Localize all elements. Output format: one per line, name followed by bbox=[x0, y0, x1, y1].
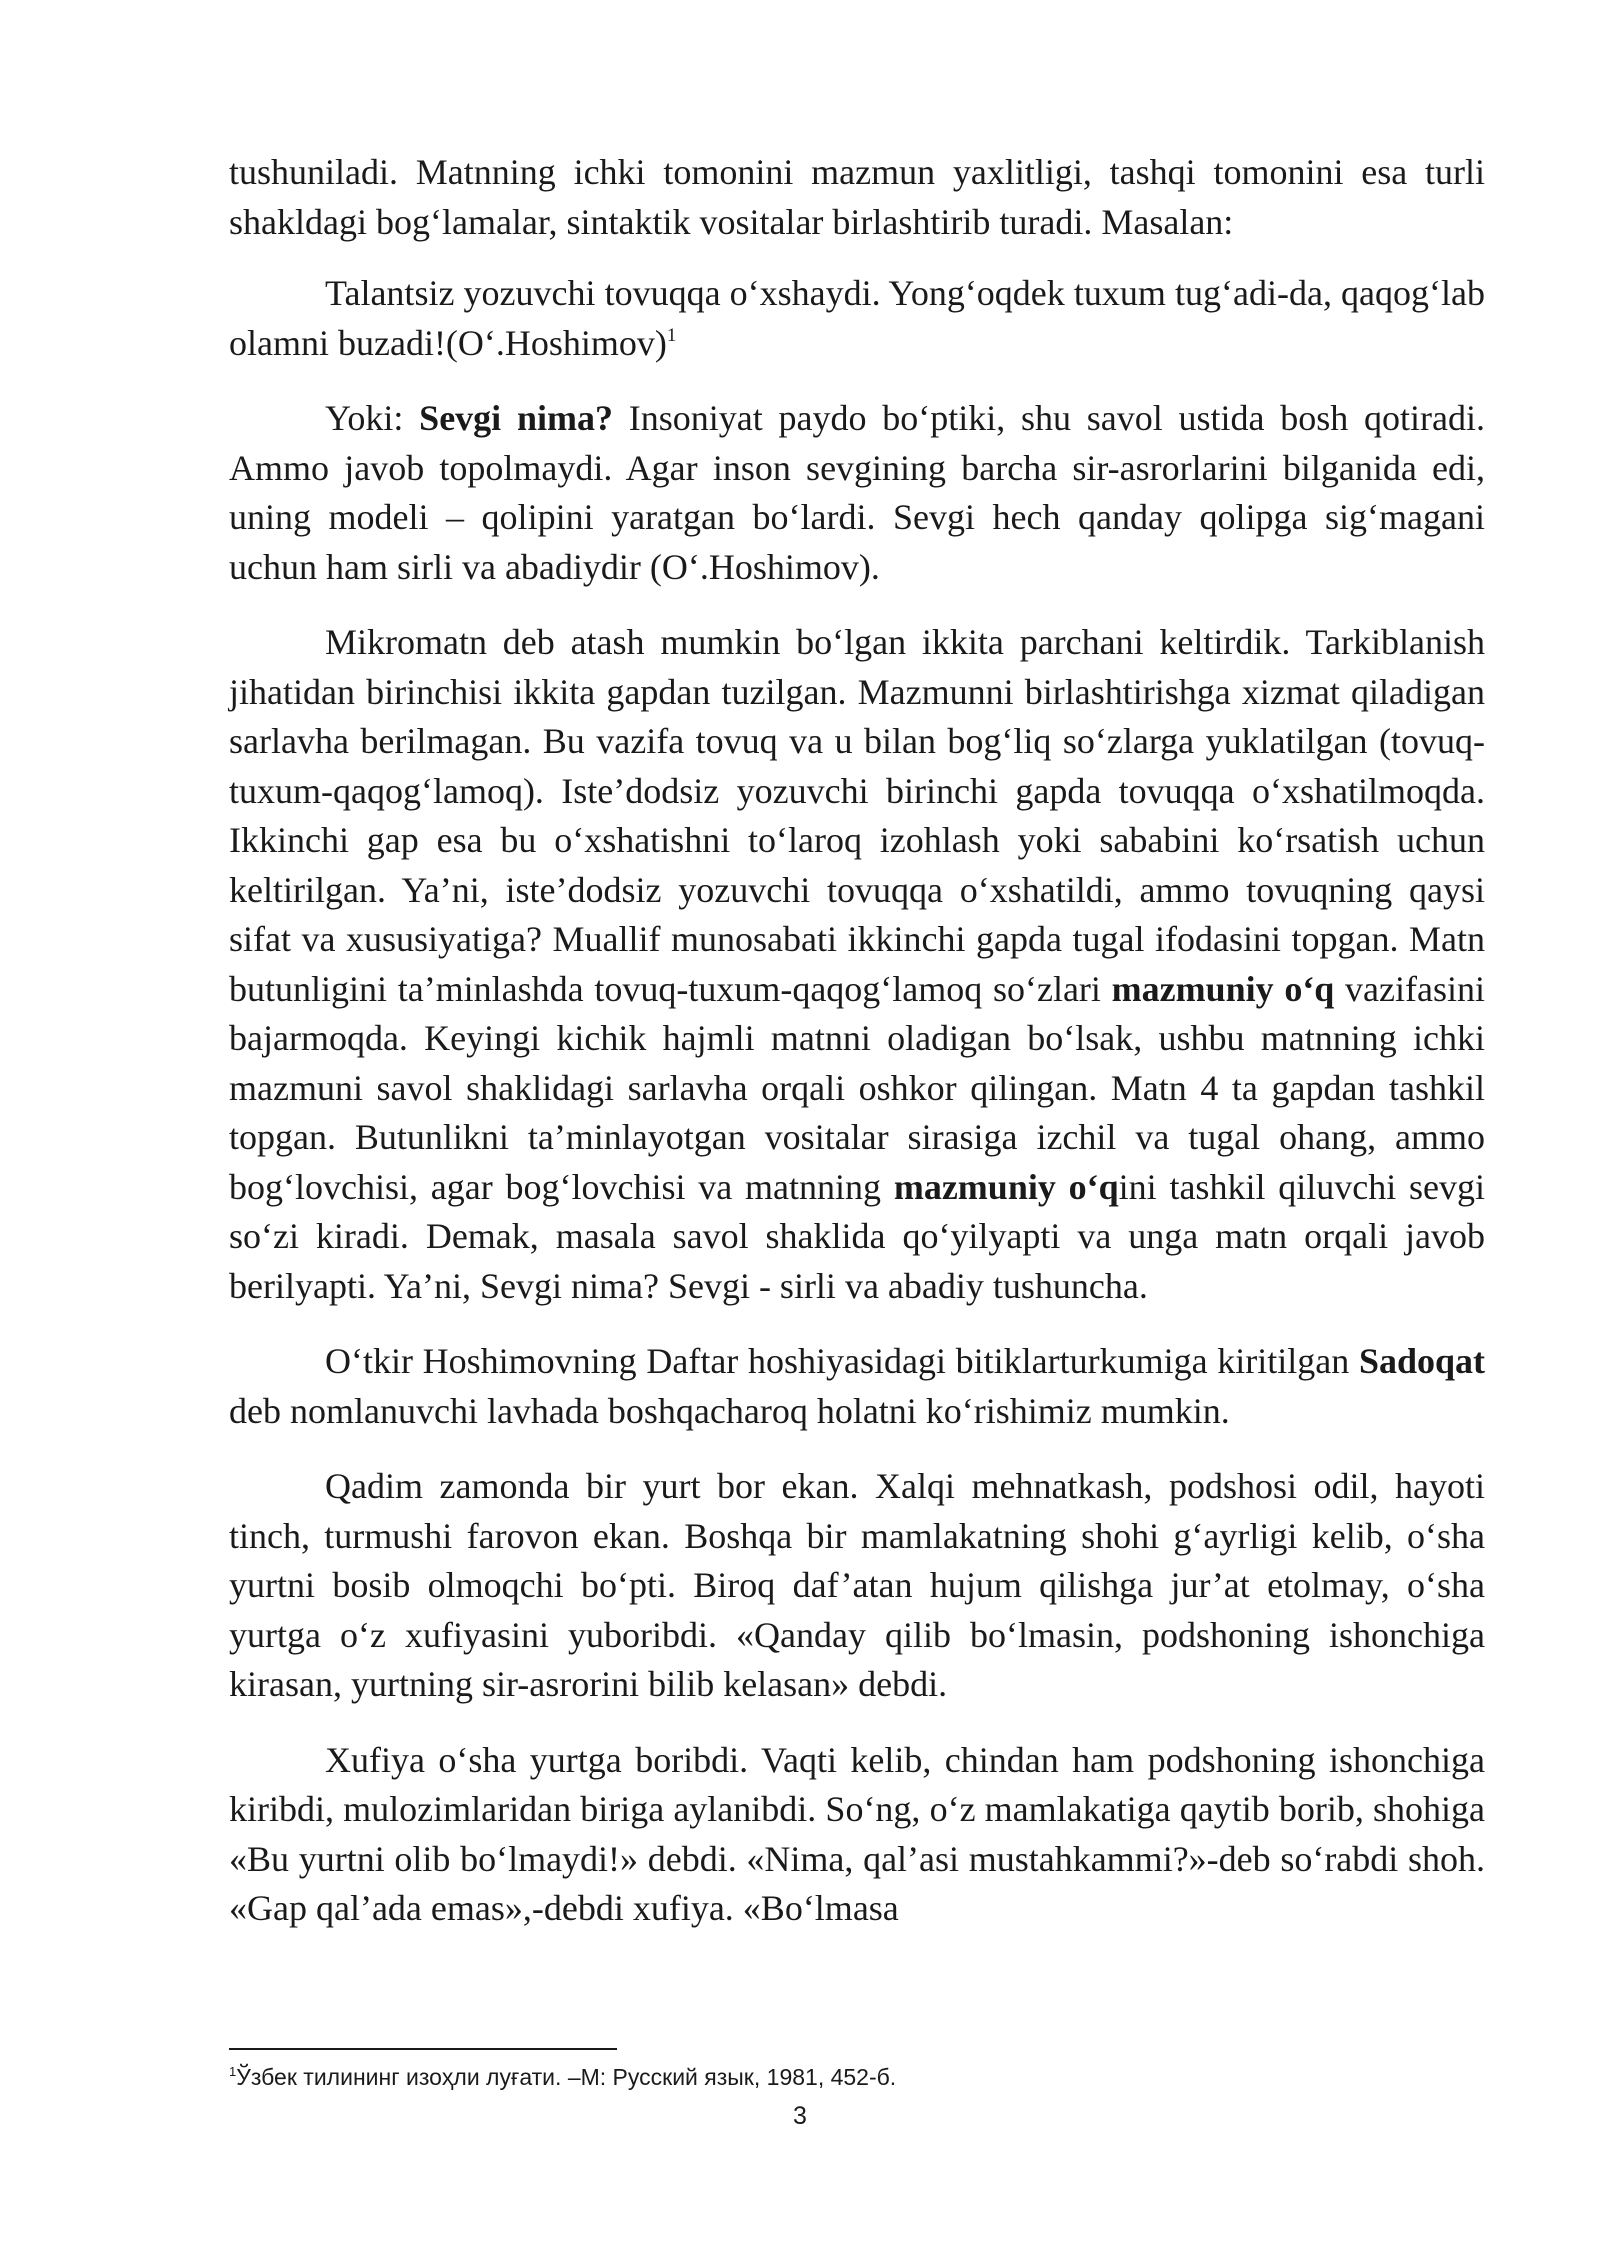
paragraph-3-lead: Yoki: bbox=[325, 398, 420, 438]
paragraph-5 bbox=[229, 1337, 1485, 1436]
paragraph-5-bold-title: Sadoqat bbox=[1358, 1341, 1485, 1381]
footnote-reference[interactable]: 1 bbox=[666, 324, 677, 346]
footnote-separator bbox=[229, 2048, 617, 2050]
paragraph-4-bold-term-1: mazmuniy o‘q bbox=[1111, 968, 1335, 1009]
document-page bbox=[229, 148, 1485, 1960]
page-number: 3 bbox=[793, 2102, 807, 2130]
paragraph-4-part3: ini tashkil qiluvchi sevgi so‘zi kiradi. Demak, masala savol shaklida qo‘yilyapti va unga matn orqali javob berilyapti. Ya’ni, Sevgi nima? Sevgi - sirli va abadiy tushuncha. bbox=[229, 1166, 1486, 1306]
paragraph-4-part2: vazifasini bajarmoqda. Keyingi kichik hajmli matnni oladigan bo‘lsak, ushbu matnning ichki mazmuni savol shaklidagi sarlavha orqali oshkor qilingan. Matn 4 ta gapdan tashkil topgan. Butunlikni ta’minlayotgan vositalar sirasiga izchil va tugal ohang, ammo bog‘lovchisi, agar bog‘lovchisi va matnning bbox=[229, 968, 1485, 1207]
footnote-text: Ўзбек тилининг изоҳли луғати. –М: Русский язык, 1981, 452-б. bbox=[236, 2064, 897, 2090]
paragraph-5-part2: deb nomlanuvchi lavhada boshqacharoq holatni ko‘rishimiz mumkin. bbox=[229, 1390, 1230, 1431]
paragraph-4-bold-term-2: mazmuniy o‘q bbox=[893, 1166, 1119, 1207]
paragraph-4-part1: Mikromatn deb atash mumkin bo‘lgan ikkita parchani keltirdik. Tarkiblanish jihatidan birinchisi ikkita gapdan tuzilgan. Mazmunni birlashtirishga xizmat qiladigan sarlavha berilmagan. Bu vazifa tovuq va u bilan bog‘liq so‘zlarga yuklatilgan (tovuq-tuxum-qaqog‘lamoq). Iste’dodsiz yozuvchi birinchi gapda tovuqqa o‘xshatilmoqda. Ikkinchi gap esa bu o‘xshatishni to‘laroq izohlash yoki sababini ko‘rsatish uchun keltirilgan. Ya’ni, iste’dodsiz yozuvchi tovuqqa o‘xshatildi, ammo tovuqning qaysi sifat va xususiyatiga? Muallif munosabati ikkinchi gapda tugal ifodasini topgan. Matn butunligini ta’minlashda tovuq-tuxum-qaqog‘lamoq so‘zlari bbox=[229, 622, 1485, 1009]
footnote-marker: 1 bbox=[229, 2064, 237, 2079]
paragraph-6-text: Qadim zamonda bir yurt bor ekan. Xalqi mehnatkash, podshosi odil, hayoti tinch, turmushi farovon ekan. Boshqa bir mamlakatning shohi g‘ayrligi kelib, o‘sha yurtni bosib olmoqchi bo‘pti. Biroq daf’atan hujum qilishga jur’at etolmay, o‘sha yurtga o‘z xufiyasini yuboribdi. «Qanday qilib bo‘lmasin, podshoning ishonchiga kirasan, yurtning sir-asrorini bilib kelasan» debdi. bbox=[229, 1466, 1485, 1704]
paragraph-3-rest: Insoniyat paydo bo‘ptiki, shu savol ustida bosh qotiradi. Ammo javob topolmaydi. Agar inson sevgining barcha sir-asrorlarini bilganida edi, uning modeli – qolipini yaratgan bo‘lardi. Sevgi hech qanday qolipga sig‘magani uchun ham sirli va abadiydir (O‘.Hoshimov). bbox=[229, 398, 1485, 587]
paragraph-7 bbox=[229, 1736, 1485, 1934]
paragraph-1-text: tushuniladi. Matnning ichki tomonini mazmun yaxlitligi, tashqi tomonini esa turli shakldagi bog‘lamalar, sintaktik vositalar birlashtirib turadi. Masalan: bbox=[229, 152, 1485, 242]
paragraph-5-part1: O‘tkir Hoshimovning Daftar hoshiyasidagi bitiklarturkumiga kiritilgan bbox=[325, 1341, 1359, 1381]
paragraph-3-bold-title: Sevgi nima? bbox=[419, 398, 613, 438]
paragraph-2-text: Talantsiz yozuvchi tovuqqa o‘xshaydi. Yong‘oqdek tuxum tug‘adi-da, qaqog‘lab olamni buzadi!(O‘.Hoshimov) bbox=[229, 273, 1485, 363]
paragraph-3-quote bbox=[229, 394, 1485, 592]
paragraph-7-text: Xufiya o‘sha yurtga boribdi. Vaqti kelib, chindan ham podshoning ishonchiga kiribdi, mulozimlaridan biriga aylanibdi. So‘ng, o‘z mamlakatiga qaytib borib, shohiga «Bu yurtni olib bo‘lmaydi!» debdi. «Nima, qal’asi mustahkammi?»-deb so‘rabdi shoh. «Gap qal’ada emas»,-debdi xufiya. «Bo‘lmasa bbox=[229, 1739, 1485, 1928]
footnote bbox=[229, 2063, 896, 2091]
paragraph-2-quote bbox=[229, 269, 1485, 368]
paragraph-4 bbox=[229, 618, 1485, 1311]
paragraph-1 bbox=[229, 148, 1485, 247]
paragraph-6 bbox=[229, 1462, 1485, 1710]
